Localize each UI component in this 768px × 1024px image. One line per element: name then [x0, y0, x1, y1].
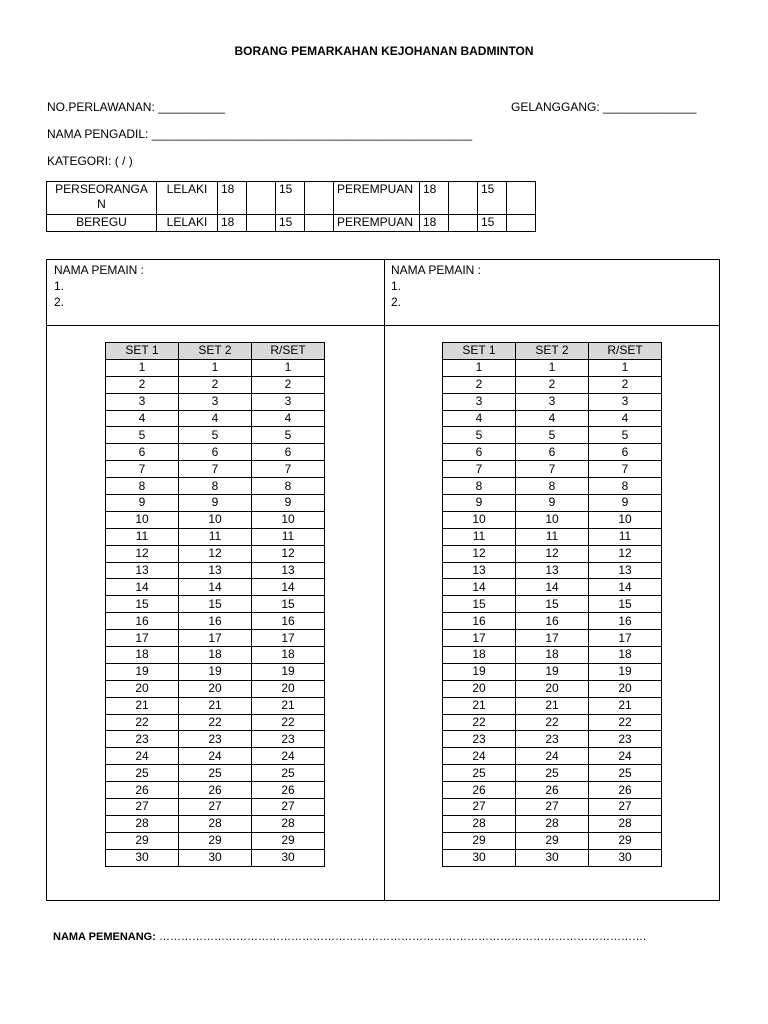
category-female-cell: PEREMPUAN — [334, 182, 420, 215]
table-row — [443, 495, 662, 512]
score-cell[interactable]: 26 — [179, 782, 252, 799]
category-type-cell: BEREGU — [47, 215, 157, 232]
score-cell[interactable]: 14 — [106, 579, 179, 596]
score-cell[interactable]: 16 — [252, 613, 325, 630]
score-cell[interactable]: 20 — [516, 680, 589, 697]
score-cell[interactable]: 12 — [443, 545, 516, 562]
score-cell[interactable]: 29 — [106, 832, 179, 849]
score-sheet-box — [46, 259, 720, 901]
score-cell[interactable]: 17 — [516, 630, 589, 647]
score-cell[interactable]: 23 — [516, 731, 589, 748]
score-cell[interactable]: 19 — [589, 663, 662, 680]
score-cell[interactable]: 21 — [106, 697, 179, 714]
category-male-cell: LELAKI — [157, 215, 218, 232]
score-cell[interactable]: 9 — [252, 495, 325, 512]
score-cell[interactable]: 1 — [589, 359, 662, 376]
score-cell[interactable]: 11 — [252, 528, 325, 545]
table-row — [443, 613, 662, 630]
table-row — [443, 410, 662, 427]
score-cell[interactable]: 28 — [443, 815, 516, 832]
score-cell[interactable]: 20 — [443, 680, 516, 697]
score-cell[interactable]: 26 — [443, 782, 516, 799]
score-header-cell: SET 1 — [106, 343, 179, 360]
score-cell[interactable]: 7 — [516, 461, 589, 478]
score-cell[interactable]: 2 — [516, 376, 589, 393]
score-header-cell: R/SET — [252, 343, 325, 360]
column-divider — [384, 260, 385, 900]
table-row — [106, 376, 325, 393]
table-row — [106, 630, 325, 647]
table-row — [106, 528, 325, 545]
table-row — [443, 680, 662, 697]
category-tick-cell[interactable] — [247, 215, 276, 232]
score-cell[interactable]: 8 — [516, 478, 589, 495]
category-tick-cell[interactable] — [507, 182, 536, 215]
category-age18-cell: 18 — [218, 182, 247, 215]
score-cell[interactable]: 3 — [516, 393, 589, 410]
score-cell[interactable]: 3 — [106, 393, 179, 410]
table-row — [106, 731, 325, 748]
score-cell[interactable]: 17 — [443, 630, 516, 647]
score-cell[interactable]: 26 — [589, 782, 662, 799]
table-row — [106, 511, 325, 528]
score-cell[interactable]: 3 — [443, 393, 516, 410]
score-cell[interactable]: 23 — [106, 731, 179, 748]
score-cell[interactable]: 2 — [106, 376, 179, 393]
score-cell[interactable]: 6 — [589, 444, 662, 461]
score-cell[interactable]: 23 — [179, 731, 252, 748]
score-cell[interactable]: 1 — [516, 359, 589, 376]
table-row — [106, 832, 325, 849]
category-male-cell: LELAKI — [157, 182, 218, 215]
score-cell[interactable]: 13 — [516, 562, 589, 579]
score-cell[interactable]: 5 — [516, 427, 589, 444]
table-row — [106, 596, 325, 613]
score-cell[interactable]: 16 — [516, 613, 589, 630]
table-row — [443, 697, 662, 714]
score-cell[interactable]: 24 — [106, 748, 179, 765]
player-names-left — [54, 262, 144, 310]
score-cell[interactable]: 10 — [443, 511, 516, 528]
score-cell[interactable]: 20 — [589, 680, 662, 697]
score-cell[interactable]: 15 — [106, 596, 179, 613]
score-cell[interactable]: 14 — [516, 579, 589, 596]
table-row — [106, 562, 325, 579]
table-row — [443, 782, 662, 799]
score-cell[interactable]: 30 — [516, 849, 589, 866]
score-cell[interactable]: 25 — [516, 765, 589, 782]
score-cell[interactable]: 28 — [516, 815, 589, 832]
score-cell[interactable]: 15 — [179, 596, 252, 613]
score-cell[interactable]: 1 — [443, 359, 516, 376]
category-tick-cell[interactable] — [507, 215, 536, 232]
score-cell[interactable]: 5 — [589, 427, 662, 444]
score-cell[interactable]: 30 — [179, 849, 252, 866]
score-cell[interactable]: 14 — [252, 579, 325, 596]
score-cell[interactable]: 30 — [443, 849, 516, 866]
score-cell[interactable]: 6 — [106, 444, 179, 461]
score-cell[interactable]: 25 — [252, 765, 325, 782]
score-cell[interactable]: 11 — [516, 528, 589, 545]
score-cell[interactable]: 19 — [179, 663, 252, 680]
score-cell[interactable]: 14 — [179, 579, 252, 596]
score-cell[interactable]: 24 — [252, 748, 325, 765]
score-cell[interactable]: 16 — [179, 613, 252, 630]
score-header-cell: R/SET — [589, 343, 662, 360]
player-names-right — [391, 262, 481, 310]
score-cell[interactable]: 18 — [252, 647, 325, 664]
score-cell[interactable]: 17 — [252, 630, 325, 647]
score-cell[interactable]: 4 — [252, 410, 325, 427]
score-cell[interactable]: 10 — [516, 511, 589, 528]
score-cell[interactable]: 21 — [252, 697, 325, 714]
score-cell[interactable]: 29 — [589, 832, 662, 849]
table-row — [443, 647, 662, 664]
category-age15-cell: 15 — [478, 182, 507, 215]
table-row — [443, 815, 662, 832]
match-number-field[interactable]: NO.PERLAWANAN: __________ — [47, 100, 225, 114]
score-cell[interactable]: 19 — [516, 663, 589, 680]
score-cell[interactable]: 9 — [516, 495, 589, 512]
score-cell[interactable]: 21 — [443, 697, 516, 714]
score-cell[interactable]: 2 — [589, 376, 662, 393]
score-cell[interactable]: 17 — [106, 630, 179, 647]
table-row — [106, 663, 325, 680]
score-cell[interactable]: 13 — [179, 562, 252, 579]
winner-field[interactable] — [53, 931, 646, 943]
table-row — [443, 714, 662, 731]
score-cell[interactable]: 29 — [443, 832, 516, 849]
score-cell[interactable]: 27 — [106, 799, 179, 816]
score-cell[interactable]: 21 — [589, 697, 662, 714]
table-row — [443, 562, 662, 579]
table-row — [106, 714, 325, 731]
score-cell[interactable]: 30 — [252, 849, 325, 866]
category-type-cell: PERSEORANGA N — [47, 182, 157, 215]
player-1-field[interactable]: 1. — [54, 279, 65, 293]
table-row — [106, 647, 325, 664]
score-table-left — [105, 342, 325, 867]
score-cell[interactable]: 3 — [252, 393, 325, 410]
table-row — [106, 461, 325, 478]
table-row — [106, 765, 325, 782]
score-cell[interactable]: 28 — [589, 815, 662, 832]
score-cell[interactable]: 9 — [589, 495, 662, 512]
score-cell[interactable]: 12 — [179, 545, 252, 562]
score-cell[interactable]: 7 — [252, 461, 325, 478]
table-row — [106, 748, 325, 765]
score-header-cell: SET 2 — [179, 343, 252, 360]
category-tick-cell[interactable] — [305, 215, 334, 232]
score-cell[interactable]: 25 — [106, 765, 179, 782]
score-cell[interactable]: 29 — [179, 832, 252, 849]
score-cell[interactable]: 24 — [516, 748, 589, 765]
score-cell[interactable]: 11 — [106, 528, 179, 545]
category-age18-cell: 18 — [420, 215, 449, 232]
category-age15-cell: 15 — [478, 215, 507, 232]
score-cell[interactable]: 19 — [252, 663, 325, 680]
score-cell[interactable]: 13 — [106, 562, 179, 579]
score-cell[interactable]: 6 — [252, 444, 325, 461]
score-cell[interactable]: 27 — [516, 799, 589, 816]
score-cell[interactable]: 11 — [179, 528, 252, 545]
score-cell[interactable]: 19 — [106, 663, 179, 680]
table-row — [443, 630, 662, 647]
score-cell[interactable]: 8 — [179, 478, 252, 495]
table-row — [106, 782, 325, 799]
table-row — [443, 393, 662, 410]
score-cell[interactable]: 23 — [252, 731, 325, 748]
score-cell[interactable]: 30 — [106, 849, 179, 866]
page-title: BORANG PEMARKAHAN KEJOHANAN BADMINTON — [234, 44, 534, 58]
score-cell[interactable]: 5 — [179, 427, 252, 444]
winner-label: NAMA PEMENANG: — [53, 931, 156, 943]
category-tick-cell[interactable] — [449, 182, 478, 215]
score-cell[interactable]: 4 — [516, 410, 589, 427]
score-cell[interactable]: 6 — [179, 444, 252, 461]
score-cell[interactable]: 19 — [443, 663, 516, 680]
table-row — [443, 731, 662, 748]
category-tick-cell[interactable] — [305, 182, 334, 215]
table-row — [106, 478, 325, 495]
category-age18-cell: 18 — [218, 215, 247, 232]
score-cell[interactable]: 12 — [516, 545, 589, 562]
category-tick-cell[interactable] — [247, 182, 276, 215]
score-cell[interactable]: 13 — [443, 562, 516, 579]
score-cell[interactable]: 10 — [252, 511, 325, 528]
category-age15-cell: 15 — [276, 182, 305, 215]
table-row — [106, 799, 325, 816]
score-cell[interactable]: 9 — [179, 495, 252, 512]
score-cell[interactable]: 4 — [179, 410, 252, 427]
score-cell[interactable]: 26 — [106, 782, 179, 799]
category-row-single — [47, 182, 536, 215]
score-cell[interactable]: 26 — [252, 782, 325, 799]
score-cell[interactable]: 22 — [179, 714, 252, 731]
score-cell[interactable]: 7 — [443, 461, 516, 478]
table-row — [106, 697, 325, 714]
score-cell[interactable]: 28 — [106, 815, 179, 832]
score-cell[interactable]: 8 — [106, 478, 179, 495]
score-cell[interactable]: 21 — [179, 697, 252, 714]
score-cell[interactable]: 20 — [252, 680, 325, 697]
table-row — [106, 613, 325, 630]
score-header-cell: SET 1 — [443, 343, 516, 360]
score-cell[interactable]: 9 — [443, 495, 516, 512]
score-cell[interactable]: 16 — [443, 613, 516, 630]
table-row — [106, 680, 325, 697]
score-cell[interactable]: 5 — [252, 427, 325, 444]
score-cell[interactable]: 7 — [589, 461, 662, 478]
score-cell[interactable]: 13 — [252, 562, 325, 579]
table-row — [443, 765, 662, 782]
category-age18-cell: 18 — [420, 182, 449, 215]
score-cell[interactable]: 1 — [106, 359, 179, 376]
score-cell[interactable]: 27 — [252, 799, 325, 816]
score-cell[interactable]: 21 — [516, 697, 589, 714]
table-row — [443, 359, 662, 376]
table-row — [443, 849, 662, 866]
score-cell[interactable]: 28 — [179, 815, 252, 832]
score-cell[interactable]: 13 — [589, 562, 662, 579]
table-row — [443, 444, 662, 461]
score-cell[interactable]: 8 — [252, 478, 325, 495]
score-cell[interactable]: 18 — [106, 647, 179, 664]
player-2-field[interactable]: 2. — [391, 295, 402, 309]
score-cell[interactable]: 10 — [589, 511, 662, 528]
score-cell[interactable]: 27 — [589, 799, 662, 816]
table-row — [443, 478, 662, 495]
score-cell[interactable]: 4 — [589, 410, 662, 427]
score-cell[interactable]: 15 — [589, 596, 662, 613]
score-cell[interactable]: 24 — [443, 748, 516, 765]
score-cell[interactable]: 29 — [252, 832, 325, 849]
score-cell[interactable]: 18 — [179, 647, 252, 664]
score-cell[interactable]: 22 — [589, 714, 662, 731]
score-cell[interactable]: 5 — [106, 427, 179, 444]
table-row — [106, 545, 325, 562]
table-row — [443, 596, 662, 613]
table-row — [106, 444, 325, 461]
score-cell[interactable]: 16 — [589, 613, 662, 630]
score-cell[interactable]: 15 — [252, 596, 325, 613]
score-cell[interactable]: 12 — [589, 545, 662, 562]
score-cell[interactable]: 23 — [589, 731, 662, 748]
score-cell[interactable]: 6 — [443, 444, 516, 461]
table-row — [443, 579, 662, 596]
score-cell[interactable]: 29 — [516, 832, 589, 849]
table-row — [106, 579, 325, 596]
score-cell[interactable]: 22 — [106, 714, 179, 731]
winner-dotted-line[interactable]: ……………………………………………………………………………………………………………………. — [158, 931, 646, 943]
score-cell[interactable]: 10 — [106, 511, 179, 528]
score-cell[interactable]: 6 — [516, 444, 589, 461]
category-row-doubles — [47, 215, 536, 232]
score-cell[interactable]: 20 — [179, 680, 252, 697]
score-cell[interactable]: 25 — [589, 765, 662, 782]
score-cell[interactable]: 11 — [589, 528, 662, 545]
table-row — [106, 359, 325, 376]
score-cell[interactable]: 1 — [179, 359, 252, 376]
category-age15-cell: 15 — [276, 215, 305, 232]
score-cell[interactable]: 3 — [589, 393, 662, 410]
score-header-row — [443, 343, 662, 360]
score-cell[interactable]: 7 — [106, 461, 179, 478]
category-table — [46, 181, 536, 232]
score-cell[interactable]: 2 — [443, 376, 516, 393]
referee-field[interactable]: NAMA PENGADIL: ________________________________________________ — [47, 127, 473, 141]
score-header-cell: SET 2 — [516, 343, 589, 360]
score-cell[interactable]: 10 — [179, 511, 252, 528]
score-table-right — [442, 342, 662, 867]
score-cell[interactable]: 25 — [443, 765, 516, 782]
player-names-label: NAMA PEMAIN : — [391, 263, 482, 277]
score-cell[interactable]: 22 — [252, 714, 325, 731]
table-row — [443, 528, 662, 545]
table-row — [443, 799, 662, 816]
score-cell[interactable]: 5 — [443, 427, 516, 444]
court-field[interactable]: GELANGGANG: ______________ — [511, 100, 697, 114]
score-cell[interactable]: 27 — [443, 799, 516, 816]
score-cell[interactable]: 11 — [443, 528, 516, 545]
score-cell[interactable]: 18 — [443, 647, 516, 664]
score-cell[interactable]: 22 — [516, 714, 589, 731]
table-row — [106, 427, 325, 444]
score-cell[interactable]: 17 — [179, 630, 252, 647]
score-cell[interactable]: 1 — [252, 359, 325, 376]
category-field[interactable]: KATEGORI: ( / ) — [47, 154, 133, 168]
table-row — [443, 461, 662, 478]
score-cell[interactable]: 15 — [516, 596, 589, 613]
score-header-row — [106, 343, 325, 360]
player-names-label: NAMA PEMAIN : — [54, 263, 145, 277]
table-row — [443, 545, 662, 562]
row-divider — [47, 325, 719, 326]
table-row — [106, 393, 325, 410]
table-row — [443, 832, 662, 849]
score-cell[interactable]: 18 — [589, 647, 662, 664]
player-2-field[interactable]: 2. — [54, 295, 65, 309]
score-cell[interactable]: 24 — [179, 748, 252, 765]
score-cell[interactable]: 12 — [106, 545, 179, 562]
score-cell[interactable]: 4 — [443, 410, 516, 427]
score-cell[interactable]: 16 — [106, 613, 179, 630]
table-row — [443, 427, 662, 444]
score-cell[interactable]: 24 — [589, 748, 662, 765]
score-cell[interactable]: 30 — [589, 849, 662, 866]
score-cell[interactable]: 9 — [106, 495, 179, 512]
score-cell[interactable]: 7 — [179, 461, 252, 478]
table-row — [106, 849, 325, 866]
table-row — [106, 815, 325, 832]
score-cell[interactable]: 14 — [443, 579, 516, 596]
score-cell[interactable]: 27 — [179, 799, 252, 816]
table-row — [443, 663, 662, 680]
category-female-cell: PEREMPUAN — [334, 215, 420, 232]
score-cell[interactable]: 12 — [252, 545, 325, 562]
score-cell[interactable]: 4 — [106, 410, 179, 427]
score-cell[interactable]: 28 — [252, 815, 325, 832]
score-cell[interactable]: 8 — [443, 478, 516, 495]
score-cell[interactable]: 25 — [179, 765, 252, 782]
score-cell[interactable]: 8 — [589, 478, 662, 495]
score-cell[interactable]: 14 — [589, 579, 662, 596]
score-cell[interactable]: 22 — [443, 714, 516, 731]
table-row — [106, 410, 325, 427]
score-cell[interactable]: 18 — [516, 647, 589, 664]
table-row — [443, 376, 662, 393]
table-row — [443, 511, 662, 528]
score-cell[interactable]: 23 — [443, 731, 516, 748]
category-tick-cell[interactable] — [449, 215, 478, 232]
score-cell[interactable]: 26 — [516, 782, 589, 799]
score-cell[interactable]: 2 — [179, 376, 252, 393]
score-cell[interactable]: 2 — [252, 376, 325, 393]
score-cell[interactable]: 3 — [179, 393, 252, 410]
table-row — [106, 495, 325, 512]
score-cell[interactable]: 17 — [589, 630, 662, 647]
table-row — [443, 748, 662, 765]
score-cell[interactable]: 15 — [443, 596, 516, 613]
score-cell[interactable]: 20 — [106, 680, 179, 697]
player-1-field[interactable]: 1. — [391, 279, 402, 293]
